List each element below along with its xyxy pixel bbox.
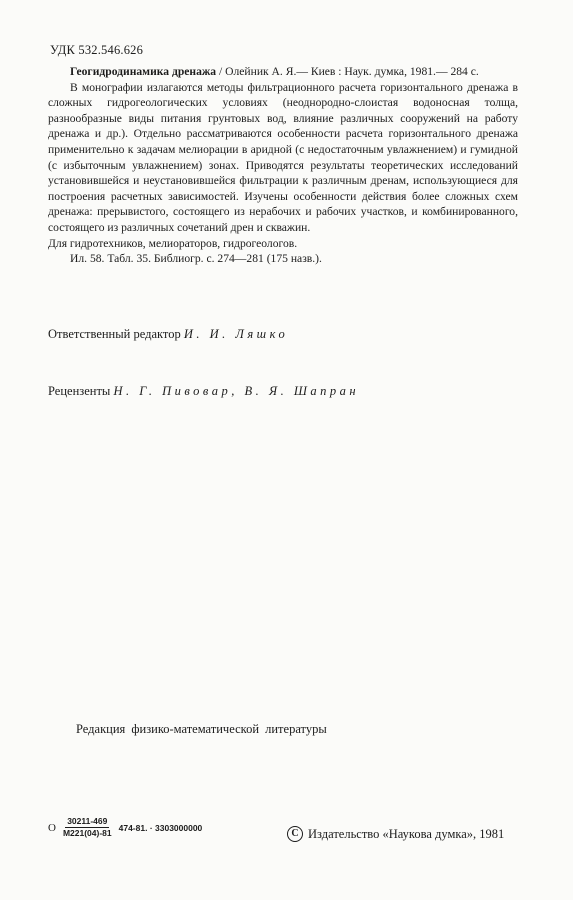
copyright-line [287,826,504,842]
biblio-heading [48,64,518,80]
code-numerator: 30211-469 [67,816,108,826]
redaction-line: Редакция физико-математической литературы [76,722,327,736]
editor-name: И. И. Ляшко [183,327,289,341]
reviewers-names: Н. Г. Пивовар, В. Я. Шапран [113,384,360,398]
code-fraction [61,816,114,839]
biblio-imprint: / Олейник А. Я.— Киев : Наук. думка, 1981.— 284 с. [216,65,479,78]
book-title: Геогидродинамика дренажа [70,65,217,78]
bibliographic-description [48,64,518,267]
code-letter: О [48,821,56,834]
abstract-text: В монографии излагаются методы фильтрационного расчета горизонтального дренажа в сложных гидрогеологических условиях (неоднородно-слоистая водоносная толща, разнообразные виды питания грунтовых вод, влияние различных сооружений на работу дренажа и др.). Отдельно рассматриваются особенности расчета горизонтального дренажа применительно к задачам мелиорации в аридной (с недостаточным увлажнением) и гумидной (с избыточным увлажнением) зонах. Приводятся результаты теоретических исследований установившейся и неустановившейся фильтрации к различным дренам, использующиеся для построения расчетных зависимостей. Изучены особенности действия более сложных схем дренажа: прерывистого, состоящего из нерабочих и рабочих участков, и комбинированного, состоящего из различных сочетаний дрен и скважин. [48,80,518,234]
editor-label: Ответственный редактор [48,327,184,341]
reviewers-label: Рецензенты [48,384,114,398]
copyright-text: Издательство «Наукова думка», 1981 [308,826,505,841]
audience-text: Для гидротехников, мелиораторов, гидрогеологов. [48,236,298,250]
code-rest: 474-81. · 3303000000 [118,822,203,833]
copyright-icon: C [287,826,303,842]
stats-text: Ил. 58. Табл. 35. Библиогр. с. 274—281 (175 назв.). [70,252,322,266]
udc-code: УДК 532.546.626 [50,43,144,57]
reviewers [48,384,359,399]
code-denominator: М221(04)-81 [62,828,112,838]
responsible-editor [48,327,288,342]
publication-codes [48,816,202,839]
